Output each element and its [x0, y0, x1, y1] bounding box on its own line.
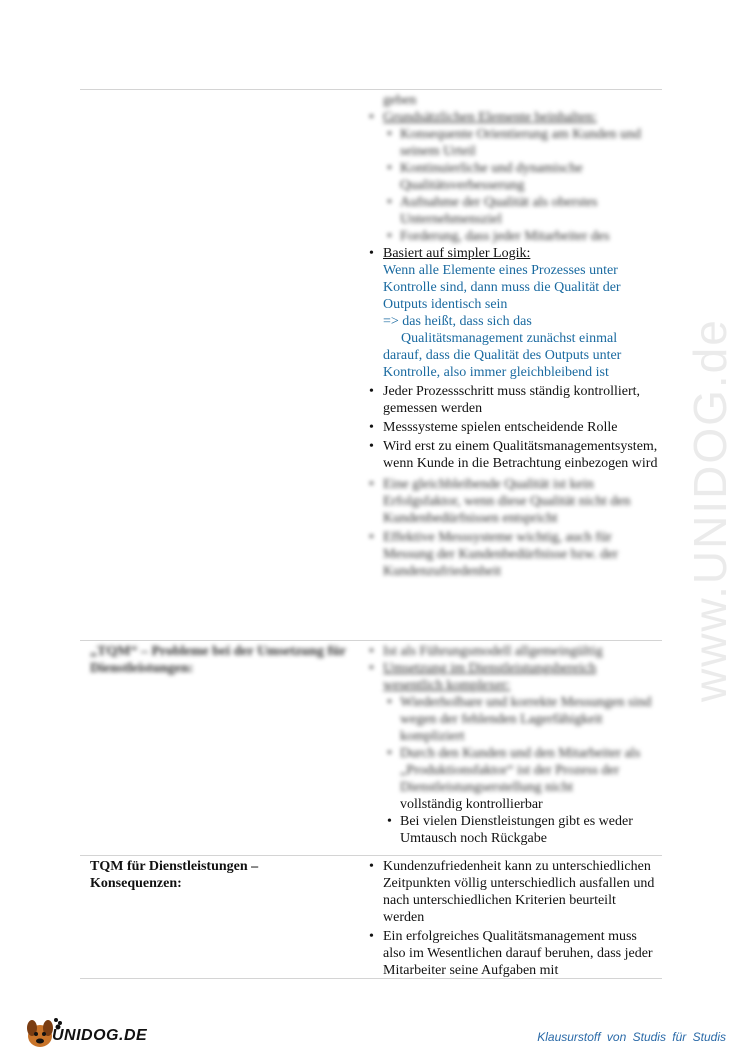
arrow-rest: Qualitätsmanagement zunächst einmal darauf, dass die Qualität des Outputs unter Kontrolle, also immer gleichbleibend ist — [383, 331, 622, 380]
blurred-list-item: • Effektive Messsysteme wichtig, auch für Messung der Kundenbedürfnisse bzw. der Kundenzufriedenheit — [368, 529, 658, 580]
section2-label: „TQM“ – Probleme bei der Umsetzung für Dienstleistungen: — [90, 644, 346, 676]
logic-item — [368, 245, 658, 381]
blurred-sub-item: • Forderung, dass jeder Mitarbeiter des — [368, 228, 658, 243]
watermark: www.UNIDOG.de — [684, 318, 736, 702]
sub-item: • Bei vielen Dienstleistungen gibt es weder Umtausch noch Rückgabe — [368, 813, 658, 847]
arrow-prefix: => — [383, 314, 399, 329]
list-item: • Ein erfolgreiches Qualitätsmanagement muss also im Wesentlichen darauf beruhen, dass jeder Mitarbeiter seine Aufgaben mit — [368, 928, 658, 979]
table-rule-top — [80, 89, 662, 90]
blurred-list-item: • Eine gleichbleibende Qualität ist kein Erfolgsfaktor, wenn diese Qualität nicht den Kundenbedürfnissen entspricht — [368, 476, 658, 527]
section1-content — [368, 92, 658, 580]
blurred-sub-item: • Kontinuierliche und dynamische Qualitätsverbesserung — [368, 160, 658, 194]
blurred-top-block — [368, 92, 658, 243]
blurred-list-item: • Umsetzung im Dienstleistungsbereich wesentlich komplexer: — [368, 660, 658, 694]
list-item: • Messsysteme spielen entscheidende Rolle — [368, 419, 658, 436]
logic-text: Wenn alle Elemente eines Prozesses unter Kontrolle sind, dann muss die Qualität der Outputs identisch sein — [383, 263, 621, 312]
blurred-heading: • Grundsätzlichen Elemente beinhalten: — [368, 109, 658, 126]
blurred-list-item: • Ist als Führungsmodell allgemeingültig — [368, 643, 658, 660]
table-rule-1 — [80, 640, 662, 641]
section3-label: TQM für Dienstleistungen – Konsequenzen: — [90, 859, 259, 891]
blurred-sub-item: • Durch den Kunden und den Mitarbeiter als „Produktionsfaktor“ ist der Prozess der Dienstleistungserstellung nicht — [368, 745, 658, 796]
blurred-bullets — [368, 476, 658, 580]
arrow-first: das heißt, dass sich das — [402, 314, 532, 329]
blurred-block — [368, 643, 658, 796]
logic-arrow — [383, 313, 658, 381]
footer-slogan: Klausurstoff von Studis für Studis — [537, 1030, 726, 1044]
section2-content — [368, 643, 658, 847]
blurred-line: geben — [383, 93, 417, 108]
blurred-sub-item: • Wiederholbare und korrekte Messungen sind wegen der fehlenden Lagerfähigkeit kompliziert — [368, 694, 658, 745]
logo-text: UNIDOG.DE — [52, 1027, 148, 1044]
table-rule-2 — [80, 855, 662, 856]
list-item: • Jeder Prozessschritt muss ständig kontrolliert, gemessen werden — [368, 383, 658, 417]
section3-content — [368, 858, 658, 979]
logic-heading: Basiert auf simpler Logik: — [383, 246, 531, 261]
blurred-sub-item: • Konsequente Orientierung am Kunden und seinem Urteil — [368, 126, 658, 160]
blurred-sub-item: • Aufnahme der Qualität als oberstes Unternehmensziel — [368, 194, 658, 228]
list-item: • Wird erst zu einem Qualitätsmanagementsystem, wenn Kunde in die Betrachtung einbezogen wird — [368, 438, 658, 472]
visible-continuation: vollständig kontrollierbar — [400, 797, 543, 812]
list-item: • Kundenzufriedenheit kann zu unterschiedlichen Zeitpunkten völlig unterschiedlich ausfallen und nach unterschiedlichen Kriterien beurteilt werden — [368, 858, 658, 926]
